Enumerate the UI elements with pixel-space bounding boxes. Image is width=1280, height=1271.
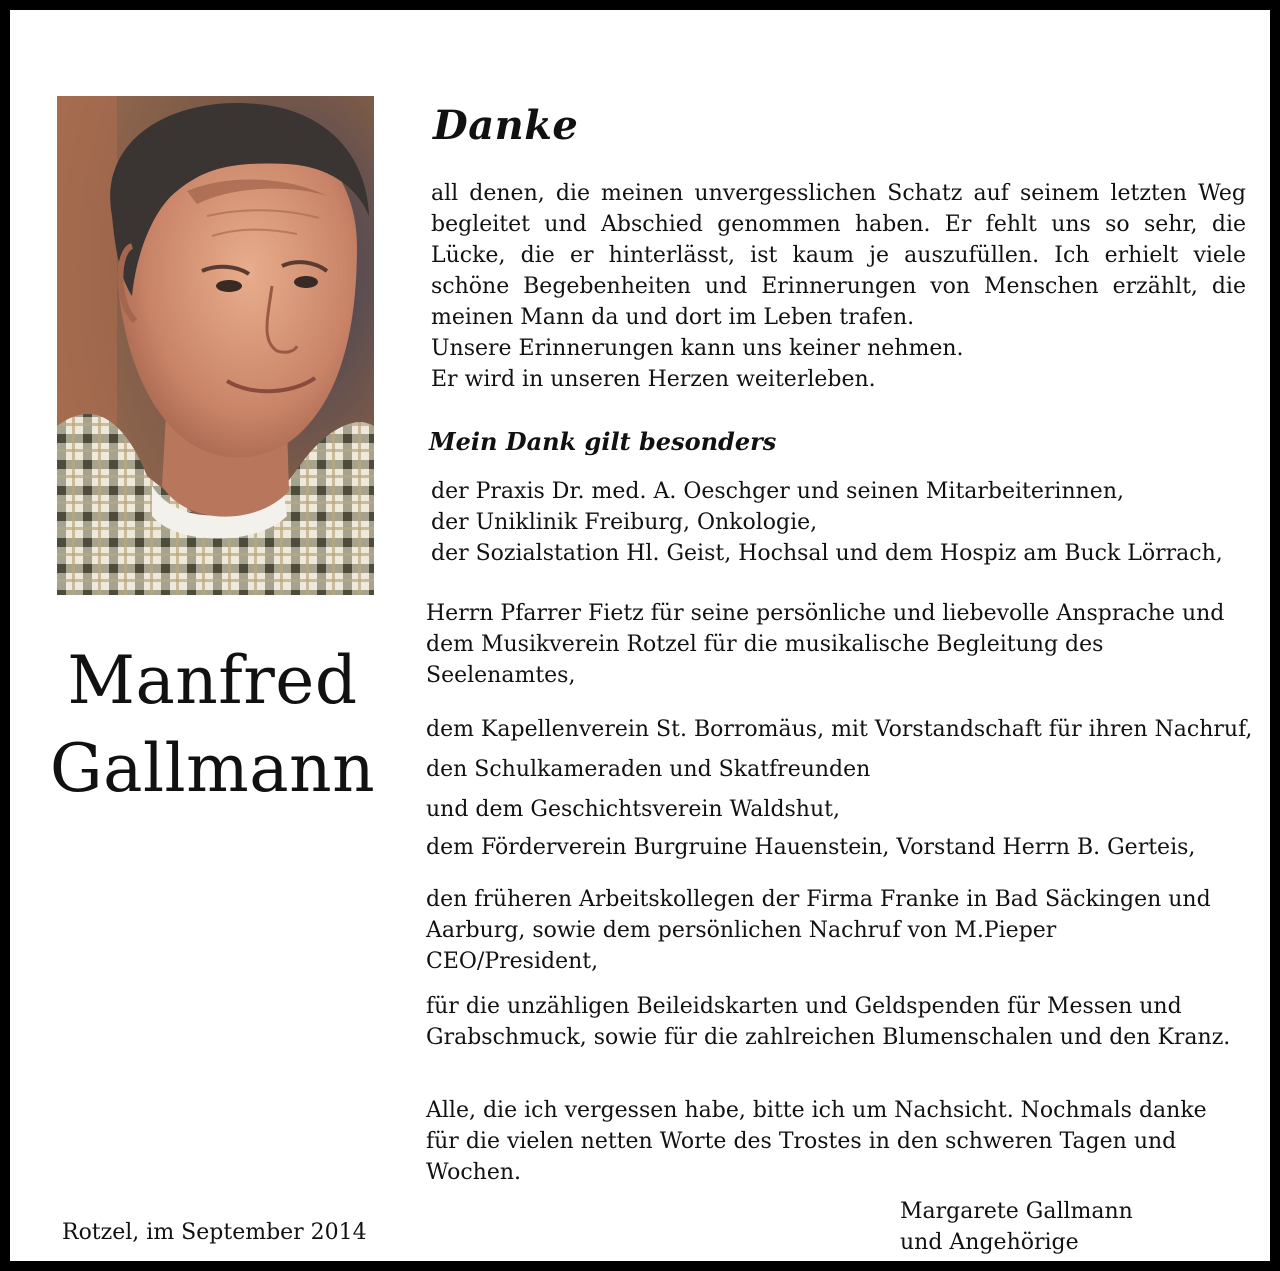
thanks-line-kapellenverein: dem Kapellenverein St. Borromäus, mit Vorstandschaft für ihren Nachruf, [426, 717, 1253, 742]
closing-line: Wochen. [426, 1160, 522, 1185]
thanks-line: der Praxis Dr. med. A. Oeschger und seinen Mitarbeiterinnen, [431, 479, 1124, 504]
closing-paragraph [426, 1095, 1207, 1188]
thanks-group-church [426, 598, 1224, 691]
thanks-line-geschichtsverein: und dem Geschichtsverein Waldshut, [426, 797, 840, 822]
intro-line: Lücke, die er hinterlässt, ist kaum je auszufüllen. Ich erhielt viele [431, 243, 1246, 268]
thanks-line: Grabschmuck, sowie für die zahlreichen Blumenschalen und den Kranz. [426, 1025, 1231, 1050]
thanks-heading: Mein Dank gilt besonders [429, 427, 777, 456]
closing-line: Alle, die ich vergessen habe, bitte ich um Nachsicht. Nochmals danke [426, 1098, 1207, 1123]
intro-line: schöne Begebenheiten und Erinnerungen von Menschen erzählt, die [431, 274, 1246, 299]
thanks-line: der Sozialstation Hl. Geist, Hochsal und dem Hospiz am Buck Lörrach, [431, 541, 1223, 566]
thanks-line: Seelenamtes, [426, 663, 576, 688]
signature [900, 1196, 1133, 1258]
intro-line: Unsere Erinnerungen kann uns keiner nehmen. [431, 336, 964, 361]
portrait-photo [57, 96, 374, 595]
deceased-last-name: Gallmann [49, 730, 376, 807]
thanks-line: CEO/President, [426, 949, 599, 974]
place-and-date: Rotzel, im September 2014 [62, 1220, 367, 1245]
thanks-group-medical [431, 476, 1223, 569]
thanks-group-cards [426, 991, 1230, 1053]
thanks-line: für die unzähligen Beileidskarten und Geldspenden für Messen und [426, 994, 1182, 1019]
intro-paragraph [431, 178, 1246, 395]
signature-name: Margarete Gallmann [900, 1199, 1133, 1224]
signature-relatives: und Angehörige [900, 1230, 1079, 1255]
deceased-first-name: Manfred [67, 642, 358, 719]
thanks-line: der Uniklinik Freiburg, Onkologie, [431, 510, 818, 535]
intro-line: meinen Mann da und dort im Leben trafen. [431, 305, 915, 330]
intro-line: all denen, die meinen unvergesslichen Schatz auf seinem letzten Weg [431, 181, 1246, 206]
closing-line: für die vielen netten Worte des Trostes in den schweren Tagen und [426, 1129, 1177, 1154]
thanks-line: Herrn Pfarrer Fietz für seine persönliche und liebevolle Ansprache und [426, 601, 1225, 626]
intro-line: Er wird in unseren Herzen weiterleben. [431, 367, 876, 392]
thanks-group-colleagues [426, 884, 1211, 977]
thanks-line-schulkameraden: den Schulkameraden und Skatfreunden [426, 757, 871, 782]
intro-line: begleitet und Abschied genommen haben. Er fehlt uns so sehr, die [431, 212, 1246, 237]
thanks-line: Aarburg, sowie dem persönlichen Nachruf von M.Pieper [426, 918, 1057, 943]
heading-danke: Danke [433, 102, 579, 149]
thanks-line-foerderverein: dem Förderverein Burgruine Hauenstein, Vorstand Herrn B. Gerteis, [426, 835, 1196, 860]
thanks-line: den früheren Arbeitskollegen der Firma Franke in Bad Säckingen und [426, 887, 1211, 912]
thanks-line: dem Musikverein Rotzel für die musikalische Begleitung des [426, 632, 1104, 657]
